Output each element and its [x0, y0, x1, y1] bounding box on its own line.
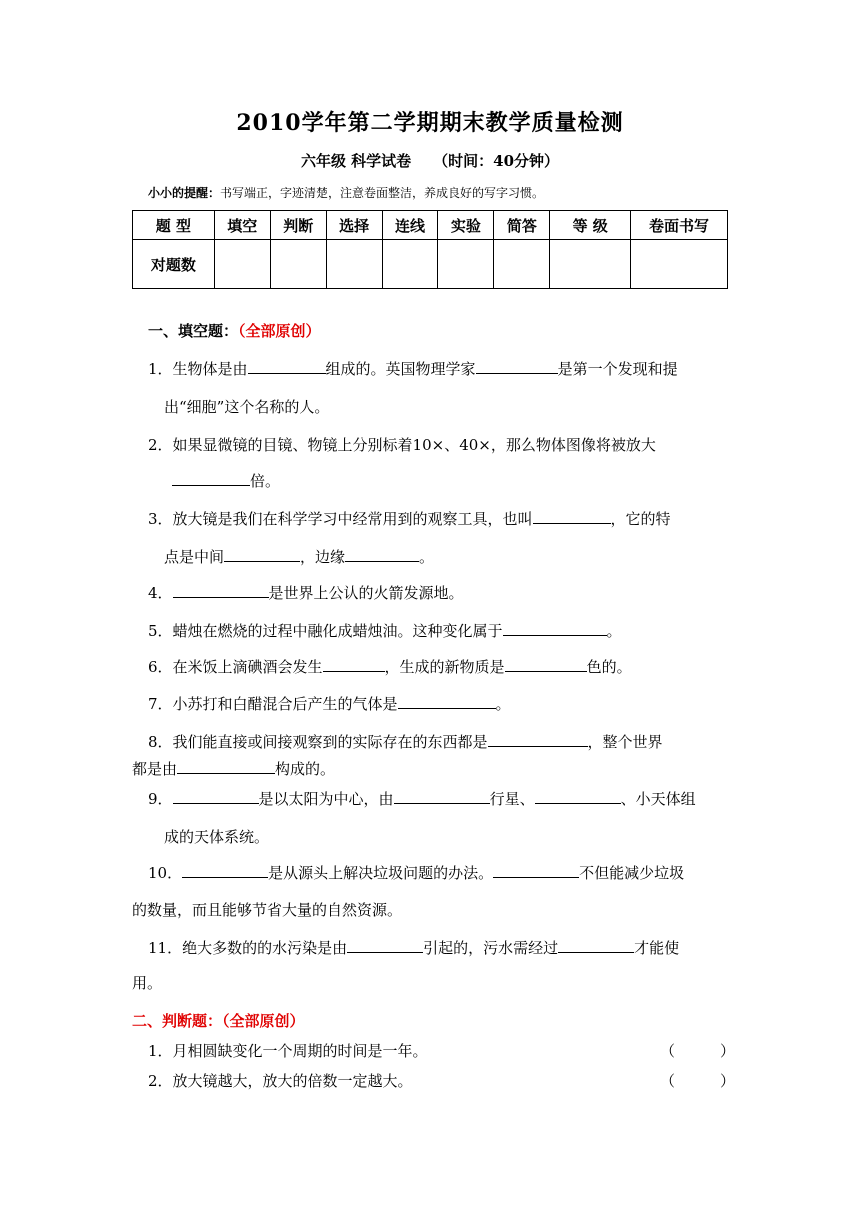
answer-blank[interactable]: [224, 546, 300, 562]
question-11-line-1: [148, 937, 679, 958]
question-text: 11．绝大多数的的水污染是由: [148, 939, 348, 957]
score-table: [132, 210, 728, 289]
question-text: ，整个世界: [587, 733, 663, 751]
question-text: 5．蜡烛在燃烧的过程中融化成蜡烛油。这种变化属于: [148, 622, 503, 640]
question-text: 。: [606, 622, 622, 640]
question-text: 6．在米饭上滴碘酒会发生: [148, 658, 323, 676]
question-text: 、小天体组: [620, 790, 696, 808]
question-text: 构成的。: [275, 760, 336, 778]
question-text: 倍。: [250, 472, 281, 490]
question-text: 2．如果显微镜的目镜、物镜上分别标着10×、40×，那么物体图像将被放大: [148, 436, 656, 454]
question-text: 组成的。英国物理学家: [325, 360, 476, 378]
score-cell[interactable]: [270, 240, 326, 289]
question-text: 成的天体系统。: [164, 828, 270, 846]
question-text: 。: [495, 695, 511, 713]
answer-blank[interactable]: [535, 788, 621, 804]
header-cell: 选择: [326, 211, 382, 240]
question-text: 1．生物体是由: [148, 360, 248, 378]
answer-blank[interactable]: [476, 358, 558, 374]
question-8-line-2: [132, 758, 335, 779]
exam-title: 2010学年第二学期期末教学质量检测: [236, 110, 624, 136]
question-9-line-1: [148, 788, 696, 809]
question-text: 是以太阳为中心，由: [258, 790, 394, 808]
header-cell: 填空: [214, 211, 270, 240]
question-text: ，生成的新物质是: [384, 658, 505, 676]
question-text: 都是由: [132, 760, 178, 778]
question-9-line-2: [164, 826, 269, 847]
answer-blank[interactable]: [172, 470, 250, 486]
answer-blank[interactable]: [505, 656, 587, 672]
question-11-line-2: [132, 972, 162, 993]
score-cell[interactable]: [214, 240, 270, 289]
header-cell: 判断: [270, 211, 326, 240]
tf-question-2: [148, 1070, 413, 1091]
reminder-text: 书写端正，字迹清楚，注意卷面整洁，养成良好的写字习惯。: [220, 186, 545, 200]
question-text: 不但能减少垃圾: [579, 864, 685, 882]
question-7: [148, 693, 511, 714]
question-3-line-1: [148, 508, 671, 529]
answer-blank[interactable]: [503, 620, 607, 636]
question-text: 引起的，污水需经过: [423, 939, 559, 957]
header-cell: 简答: [494, 211, 550, 240]
question-1-line-2: [164, 396, 329, 417]
question-text: 8．我们能直接或间接观察到的实际存在的东西都是: [148, 733, 488, 751]
grade-subject: 六年级 科学试卷: [300, 152, 412, 170]
question-text: 用。: [132, 974, 163, 992]
exam-subtitle: [0, 150, 860, 171]
question-text: 是第一个发现和提: [557, 360, 678, 378]
question-4: [148, 582, 464, 603]
question-text: 2．放大镜越大，放大的倍数一定越大。: [148, 1072, 413, 1090]
question-text: 7．小苏打和白醋混合后产生的气体是: [148, 695, 398, 713]
question-3-line-2: [164, 546, 434, 567]
question-10-line-1: [148, 862, 684, 883]
question-10-line-2: [132, 899, 402, 920]
answer-blank[interactable]: [347, 937, 423, 953]
header-cell: 实验: [438, 211, 494, 240]
answer-blank[interactable]: [394, 788, 490, 804]
answer-blank[interactable]: [345, 546, 419, 562]
question-8-line-1: [148, 731, 663, 752]
question-text: 10．: [148, 864, 183, 882]
question-text: ，边缘: [300, 548, 346, 566]
answer-blank[interactable]: [398, 693, 496, 709]
score-cell[interactable]: [326, 240, 382, 289]
reminder: [148, 184, 544, 201]
answer-blank[interactable]: [558, 937, 634, 953]
answer-blank[interactable]: [173, 788, 259, 804]
section-true-false-heading: [132, 1010, 305, 1031]
question-text: 点是中间: [164, 548, 225, 566]
question-text: 是世界上公认的火箭发源地。: [268, 584, 464, 602]
section-heading-text: 二、判断题：: [132, 1012, 223, 1030]
header-cell: 卷面书写: [631, 211, 728, 240]
score-cell[interactable]: [550, 240, 631, 289]
answer-blank[interactable]: [488, 731, 588, 747]
score-table-row: [133, 240, 728, 289]
answer-blank[interactable]: [177, 758, 275, 774]
exam-time: （时间：40分钟）: [433, 152, 560, 170]
score-cell[interactable]: [494, 240, 550, 289]
section-fill-blank-heading: [148, 320, 321, 341]
answer-blank[interactable]: [182, 862, 268, 878]
question-text: 3．放大镜是我们在科学学习中经常用到的观察工具，也叫: [148, 510, 533, 528]
question-text: 出“细胞”这个名称的人。: [164, 398, 330, 416]
answer-parentheses[interactable]: （ ）: [660, 1072, 736, 1090]
question-text: ，它的特: [610, 510, 671, 528]
reminder-label: 小小的提醒：: [148, 186, 221, 200]
answer-blank[interactable]: [533, 508, 611, 524]
question-text: 1．月相圆缺变化一个周期的时间是一年。: [148, 1042, 428, 1060]
question-text: 色的。: [586, 658, 632, 676]
question-5: [148, 620, 622, 641]
section-note: （全部原创）: [222, 1012, 305, 1030]
answer-blank[interactable]: [493, 862, 579, 878]
row-label-cell: 对题数: [133, 240, 215, 289]
score-cell[interactable]: [382, 240, 438, 289]
question-text: 。: [419, 548, 435, 566]
question-text: 才能使: [634, 939, 680, 957]
question-text: 是从源头上解决垃圾问题的办法。: [268, 864, 494, 882]
question-2-line-1: [148, 434, 656, 455]
question-1-line-1: [148, 358, 678, 379]
header-cell: 连线: [382, 211, 438, 240]
answer-parentheses[interactable]: （ ）: [660, 1042, 736, 1060]
tf-question-1: [148, 1040, 428, 1061]
question-6: [148, 656, 632, 677]
question-text: 9．: [148, 790, 173, 808]
question-text: 行星、: [489, 790, 535, 808]
score-table-header-row: [133, 211, 728, 240]
answer-blank[interactable]: [248, 358, 326, 374]
section-heading-text: 一、填空题：: [148, 322, 239, 340]
score-cell[interactable]: [631, 240, 728, 289]
score-cell[interactable]: [438, 240, 494, 289]
answer-blank[interactable]: [173, 582, 269, 598]
section-note: （全部原创）: [238, 322, 321, 340]
answer-blank[interactable]: [323, 656, 385, 672]
question-text: 4．: [148, 584, 173, 602]
header-cell: 等 级: [550, 211, 631, 240]
question-2-line-2: [172, 470, 280, 491]
question-text: 的数量，而且能够节省大量的自然资源。: [132, 901, 403, 919]
header-cell: 题 型: [133, 211, 215, 240]
